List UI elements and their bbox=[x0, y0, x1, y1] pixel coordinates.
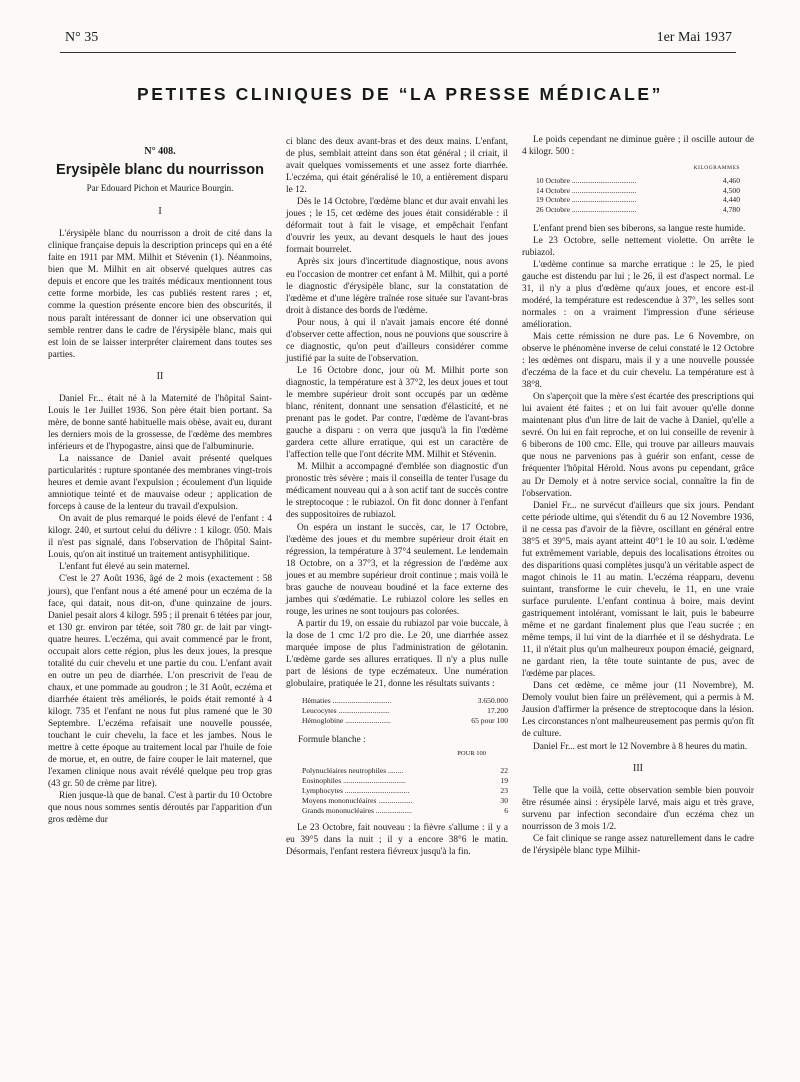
table-row: Leucocytes ........................... 17.200 bbox=[302, 706, 508, 716]
paragraph: Le poids cependant ne diminue guère ; il oscille autour de 4 kilogr. 500 : bbox=[522, 135, 754, 158]
paragraph: L'enfant fut élevé au sein maternel. bbox=[59, 562, 190, 573]
column-1 bbox=[48, 134, 272, 826]
paragraph: Mais cette rémission ne dure pas. Le 6 Novembre, on observe le phénomène inverse de celui constaté le 12 Octobre : les œdèmes ont disparu, mais il y a une nouvelle poussée d'eczéma de la face et du cuir chevelu. La température est à 38°8. bbox=[522, 331, 754, 391]
formula-title: Formule blanche : bbox=[298, 735, 366, 746]
paragraph: L'enfant prend bien ses biberons, sa langue reste humide. bbox=[533, 223, 746, 234]
article-number: N° 408. bbox=[144, 146, 176, 157]
paragraph: Pour nous, à qui il n'avait jamais encore été donné d'observer cette affection, nous ne pouvions que souscrire à ce diagnostic, qu'on peut d'ailleurs considérer comme justifié par la suite de l'observation. bbox=[286, 317, 508, 364]
weight-table bbox=[522, 176, 754, 214]
paragraph: M. Milhit a accompagné d'emblée son diagnostic d'un pronostic très sévère ; mais il conseilla de tenter l'usage du médicament nouveau qui a à son actif tant de succès contre le streptocoque : le rubiazol. On fit donc donner à l'enfant des suppositoires de rubiazol. bbox=[286, 462, 508, 521]
white-formula-table bbox=[302, 766, 508, 816]
table-row: Moyens mononucléaires .................. 30 bbox=[302, 796, 508, 806]
formula-unit: POUR 100 bbox=[457, 750, 486, 758]
table-row: Eosinophiles ................................. 19 bbox=[302, 776, 508, 786]
table-row: Hémoglobine ........................ 65 pour 100 bbox=[302, 716, 508, 726]
article-title: Erysipèle blanc du nourrisson bbox=[56, 162, 264, 179]
paragraph: A partir du 19, on essaie du rubiazol par voie buccale, à la dose de 1 cmc 1/2 pro die. Le 20, une diarrhée assez marquée impose de plus l'administration de gélotanin. L'œdème garde ses allures erratiques. Il n'y a plus nulle part de lésions de type eczémateux. Une numération globulaire, pratiquée le 21, donne les résultats suivants : bbox=[286, 618, 508, 690]
paragraph: Daniel Fr... était né à la Maternité de l'hôpital Saint-Louis le 1er Juillet 1936. Son père était bien portant. Sa mère, de bonne santé habituelle mais obèse, avait eu, durant les derniers mois de la grossesse, de l'œdème des membres inférieurs et de l'hypogastre, ainsi que de l'albuminurie. bbox=[48, 393, 272, 452]
page-header bbox=[65, 30, 732, 50]
paragraph: Daniel Fr... est mort le 12 Novembre à 8 heures du matin. bbox=[533, 741, 748, 752]
paragraph: Le 23 Octobre, fait nouveau : la fièvre s'allume : il y a eu 39°5 dans la nuit ; il y a encore 38°6 le matin. Désormais, l'enfant restera fiévreux jusqu'à la fin. bbox=[286, 823, 508, 858]
paragraph: Telle que la voilà, cette observation semble bien pouvoir être résumée ainsi : érysipèle larvé, mais aigu et très grave, survenu par infection secondaire d'un eczéma chez un nourrisson de 3 mois 1/2. bbox=[522, 785, 754, 832]
section-heading-2: II bbox=[156, 370, 164, 382]
paragraph: Le 16 Octobre donc, jour où M. Milhit porte son diagnostic, la température est à 37°2, les deux joues et tout le membre supérieur droit sont occupés par un œdème blanc, rénitent, donnant une sensation d'élasticité, et ne prenant pas le godet. Par contre, l'œdème de l'avant-bras gauche a disparu : on verra que jusqu'à la fin l'œdème gardera cette allure erratique, qui est un caractère de l'affection telle que l'ont décrite MM. Milhit et Stévenin. bbox=[286, 365, 508, 461]
paragraph: On s'aperçoit que la mère s'est écartée des prescriptions qui lui avaient été faites ; et on lui fait avouer qu'elle donne maintenant plus d'un litre de lait de vache à Daniel, qu'elle a sevré. On lui en fait reproche, et on lui conseille de revenir à 6 biberons de 100 cmc. Elle, qui trouve par ailleurs mauvais que nous ne parvenions pas à guérir son enfant, cesse de fréquenter l'hôpital Hérold. Nous avons pu cependant, grâce au Dr Demoly et à notre service social, connaître la fin de l'observation. bbox=[522, 392, 754, 499]
issue-date: 1er Mai 1937 bbox=[656, 30, 732, 45]
table-row: 14 Octobre .................................. 4,500 bbox=[536, 185, 740, 195]
header-rule bbox=[60, 52, 736, 53]
section-heading-3: III bbox=[633, 762, 643, 774]
table-row: Grands mononucléaires ................... 6 bbox=[302, 806, 508, 816]
table-row: Lymphocytes .................................. 23 bbox=[302, 786, 508, 796]
masthead: PETITES CLINIQUES DE “LA PRESSE MÉDICALE” bbox=[136, 84, 663, 104]
table-row: Polynucléaires neutrophiles ........ 22 bbox=[302, 766, 508, 776]
issue-number: N° 35 bbox=[65, 30, 99, 45]
paragraph: ci blanc des deux avant-bras et des deux mains. L'enfant, de plus, semblait atteint dans son état général ; il criait, il avait quelques vomissements et une assez forte diarrhée. L'eczéma, qui était généralisé le 10, a entièrement disparu le 12. bbox=[286, 137, 508, 196]
section-heading-1: I bbox=[158, 206, 162, 218]
column-3 bbox=[522, 134, 754, 857]
table-row: Hématies ............................... 3.650.000 bbox=[302, 696, 508, 706]
paragraph: On espéra un instant le succès, car, le 17 Octobre, l'œdème des joues et du membre supérieur droit était en régression, la température à 37°4 seulement. Le lendemain 18 Octobre, on a 37°3, et la régression de l'œdème aux joues et au membre supérieur droit continue ; mais voilà le bras gauche de nouveau boudiné et la face externe des jambes qui s'œdématie. Le rubiazol colore les selles en rouge, les urines ne sont toujours pas colorées. bbox=[286, 522, 508, 617]
paragraph: Le 23 Octobre, selle nettement violette. On arrête le rubiazol. bbox=[522, 235, 754, 258]
paragraph: On avait de plus remarqué le poids élevé de l'enfant : 4 kilogr. 240, et surtout celui du délivre : 1 kilogr. 050. Mais il n'est pas signalé, dans l'observation de l'hôpital Saint-Louis, qu'on ait institué un traitement antisyphilitique. bbox=[48, 514, 272, 561]
paragraph: La naissance de Daniel avait présenté quelques particularités : rupture spontanée des membranes vingt-trois heures et demie avant l'expulsion ; écoulement d'un liquide amniotique teinté et de mauvaise odeur ; application de forceps à cause de la lenteur du travail d'expulsion. bbox=[48, 453, 272, 513]
paragraph: Dès le 14 Octobre, l'œdème blanc et dur avait envahi les joues ; le 15, cet œdème des joues était considérable : il déformait tout à fait le visage, et empêchait l'enfant d'ouvrir les yeux, au devant desquels le haut des joues formait bourrelet. bbox=[286, 197, 508, 256]
table-row: 10 Octobre .................................. 4,460 bbox=[536, 176, 740, 186]
paragraph: L'œdème continue sa marche erratique : le 25, le pied gauche est distendu par lui ; le 26, il est d'aspect normal. Le 31, il n'y a plus d'œdème qu'aux joues, et encore est-il modéré, la température est redescendue à 37°, les selles sont normales : on a vraiment l'impression d'une sérieuse amélioration. bbox=[522, 259, 754, 330]
table-row: 26 Octobre .................................. 4,780 bbox=[536, 204, 740, 214]
paragraph: Ce fait clinique se range assez naturellement dans le cadre de l'érysipèle blanc type Milhit- bbox=[522, 833, 754, 856]
column-2 bbox=[286, 136, 508, 858]
paragraph: Daniel Fr... ne survécut d'ailleurs que six jours. Pendant cette période ultime, qui s'étendit du 6 au 12 Novembre 1936, il ne cessa pas d'avoir de la fièvre, oscillant en général entre 38°5 et 39°5, mais ayant atteint 40°1 le 10 au soir. L'œdème fut extrêmement variable, depuis des localisations étroites ou des disparitions quasi complètes jusqu'à un véritable aspect de magot chinois le 11 au matin. L'eczéma réapparu, devenu suintant, transforme le cuir chevelu, le 11, en une vraie surface purulente. L'enfant continua à boire, mais devint gastriquement intolérant, vomissant le lait, puis le babeurre même et ne gardant finalement plus que l'eau sucrée ; en même temps, il lui vint de la diarrhée et il se déshydrata. Le 11, il n'était plus qu'un malheureux poupon émacié, geignard, ne gardant rien, la tête toute suintante de pus, avec de l'œdème par places. bbox=[522, 500, 754, 680]
article-byline: Par Edouard Pichon et Maurice Bourgin. bbox=[86, 183, 234, 194]
table-row: 19 Octobre .................................. 4,440 bbox=[536, 195, 740, 205]
paragraph: L'érysipèle blanc du nourrisson a droit de cité dans la clinique française depuis la description princeps qui en a été faite en 1911 par MM. Milhit et Stévenin (1). Néanmoins, bien que M. Milhit en ait observé quelques autres cas depuis et encore que les traités médicaux mentionnent tous cette forme morbide, les cas publiés restent rares ; et, comme la question présente encore bien des obscurités, il nous paraît intéressant de donner ici une observation qui semble rentrer dans le cadre de l'érysipèle blanc, mais qui est loin de se laisser interpréter clairement dans toutes ses parties. bbox=[48, 229, 272, 360]
paragraph: C'est le 27 Août 1936, âgé de 2 mois (exactement : 58 jours), que l'enfant nous a été amené pour un eczéma de la face, qui datait, nous dit-on, d'une quinzaine de jours. Daniel pesait alors 4 kilogr. 595 ; il prenait 6 tétées par jour, et 130 gr. environ par tétée, soit 780 gr. de lait par vingt-quatre heures. L'eczéma, qui avait commencé par le front, occupait alors cette région, plus les deux joues, la presque totalité du cuir chevelu et une partie du cou. L'enfant avait en outre un peu de diarrhée. L'on prescrivit de l'eau de chaux, et une pommade au goudron ; le 31 Août, eczéma et diarrhée étaient très améliorés, le poids était remonté à 4 kilogr. 735 et l'enfant ne nous fut plus ramené que le 30 Septembre. L'eczéma refaisait une nouvelle poussée, touchant le cuir chevelu, la face et les jambes. Nous le mettre à cette époque au traitement local par l'huile de foie de morue, et, en outre, de faire couper le lait maternel, que l'examen clinique nous avait révélé quelque peu trop gras (43 gr. 50 de crème par litre). bbox=[48, 574, 272, 790]
paragraph: Rien jusque-là que de banal. C'est à partir du 10 Octobre que nous nous sommes sentis déroutés par l'apparition d'un gros œdème dur bbox=[48, 791, 272, 826]
paragraph: Dans cet œdème, ce même jour (11 Novembre), M. Demoly voulut bien faire un prélèvement, qui a permis à M. Jausion d'affirmer la présence de streptocoque dans la lésion. Les circonstances n'ont malheureusement pas permis qu'on fît de culture. bbox=[522, 681, 754, 740]
blood-count-table bbox=[302, 696, 508, 726]
weight-unit: KILOGRAMMES bbox=[693, 165, 740, 172]
paragraph: Après six jours d'incertitude diagnostique, nous avons eu l'occasion de montrer cet enfant à M. Milhit, qui a porté le diagnostic d'érysipèle blanc, sur la constatation de l'œdème et d'une légère traînée rose située sur l'avant-bras droit à distance des bords de l'œdème. bbox=[286, 257, 508, 316]
